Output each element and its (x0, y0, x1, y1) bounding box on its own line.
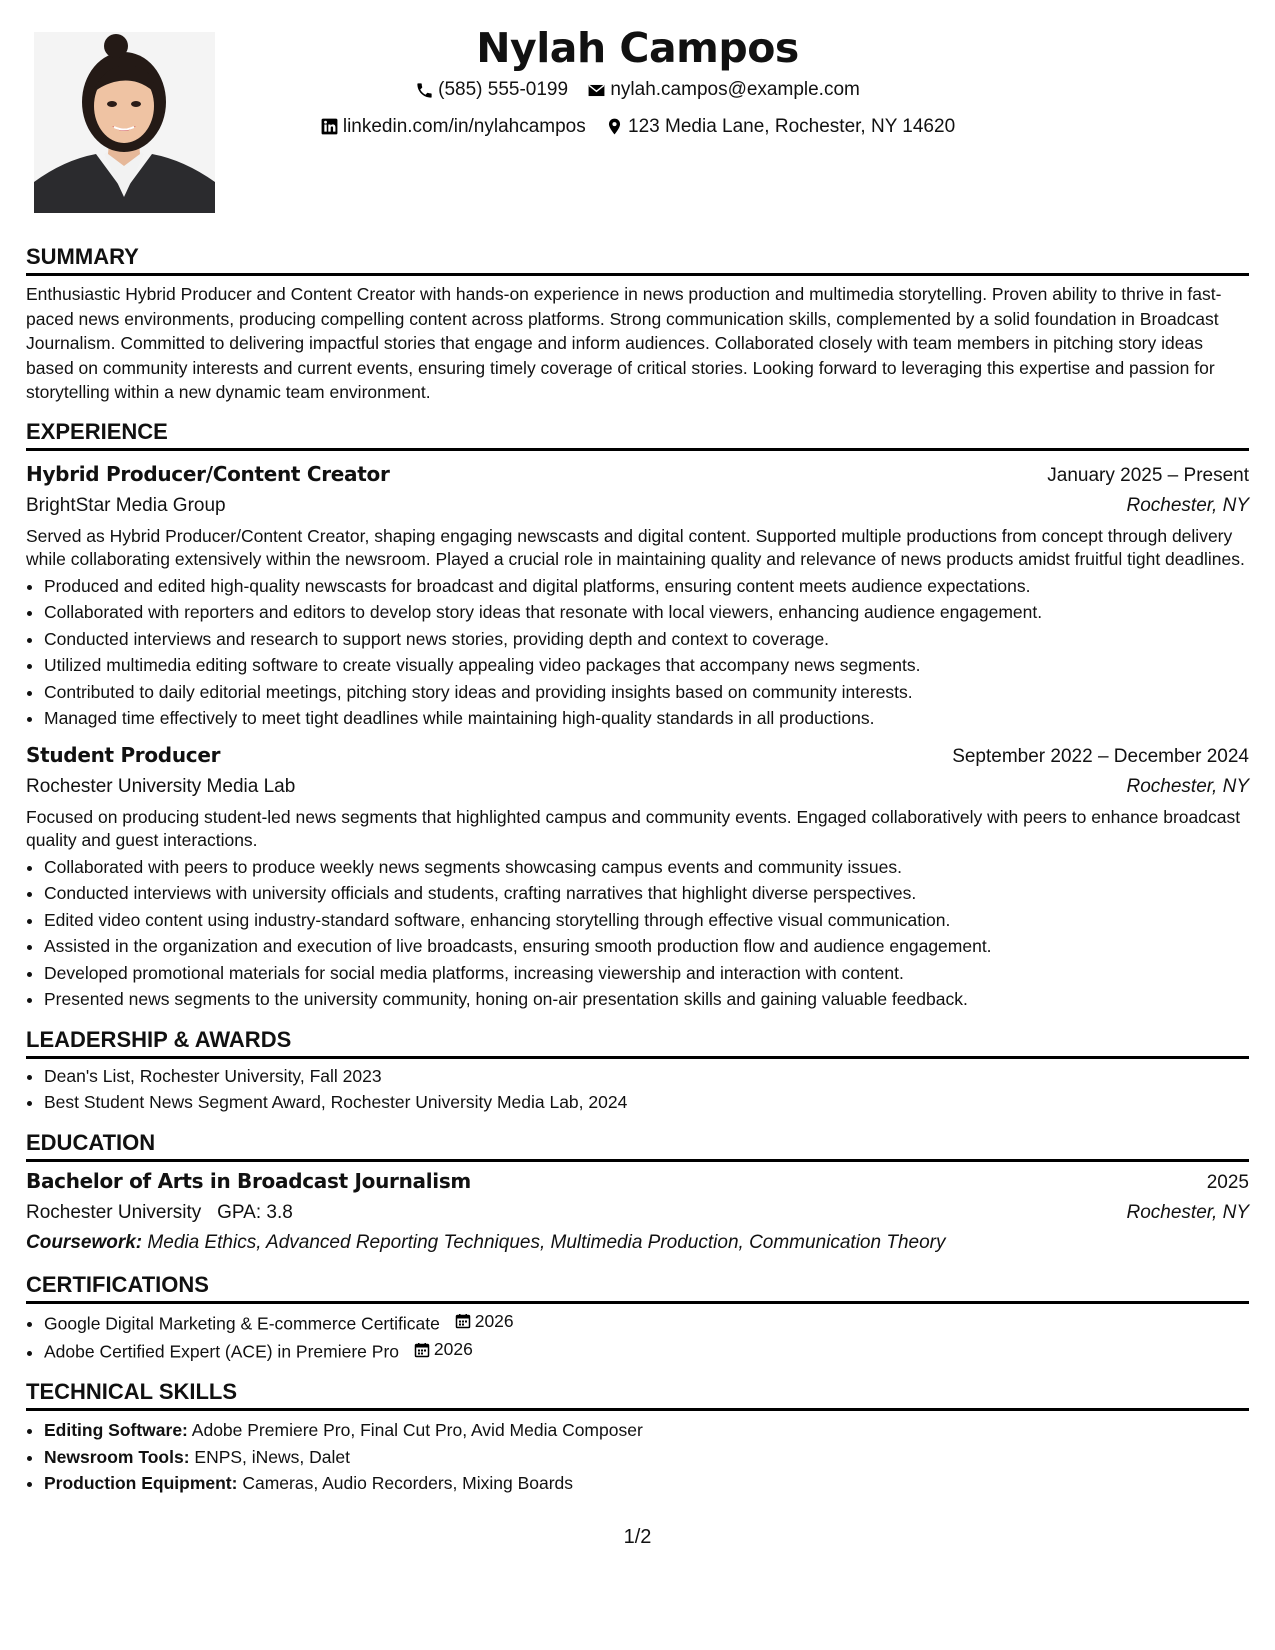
summary-section (26, 244, 1249, 405)
school: Rochester University (26, 1201, 202, 1223)
envelope-icon (587, 81, 606, 100)
coursework (26, 1228, 1249, 1258)
address: 123 Media Lane, Rochester, NY 14620 (628, 115, 956, 137)
certification-date (455, 1308, 514, 1335)
email-contact[interactable] (587, 74, 860, 106)
skill-label: Production Equipment: (44, 1473, 238, 1493)
map-pin-icon (605, 117, 624, 136)
job-dates: September 2022 – December 2024 (952, 745, 1249, 767)
list-item (44, 1308, 1249, 1337)
skill-value: Adobe Premiere Pro, Final Cut Pro, Avid Media Composer (191, 1420, 643, 1440)
job-description: Served as Hybrid Producer/Content Creator, shaping engaging newscasts and digital content. Supported multiple productions from concept through delivery while collaborating extensively within the newsroom. Played a crucial role in maintaining quality and relevance of news products amidst fruitful tight deadlines. (26, 525, 1245, 569)
address-contact (605, 111, 955, 143)
linkedin-icon (320, 117, 339, 136)
certification-name: Adobe Certified Expert (ACE) in Premiere Pro (44, 1341, 399, 1362)
phone-number: (585) 555-0199 (438, 79, 569, 100)
list-item: • Dean's List, Rochester University, Fall 2023 (44, 1063, 1249, 1090)
list-item: • Collaborated with peers to produce weekly news segments showcasing campus events and community issues. (44, 854, 1249, 881)
experience-heading: EXPERIENCE (26, 419, 1249, 451)
resume-page (26, 0, 1249, 1650)
calendar-icon (455, 1313, 471, 1329)
job-organization: Rochester University Media Lab (26, 775, 296, 797)
resume-header (26, 22, 1249, 147)
phone-contact[interactable] (415, 74, 568, 106)
skills-heading: TECHNICAL SKILLS (26, 1379, 1249, 1411)
job-bullets (26, 573, 1249, 732)
job-title: Student Producer (26, 742, 221, 767)
page-number: 1/2 (623, 1526, 652, 1548)
job-location: Rochester, NY (1126, 494, 1249, 516)
contact-line-1 (26, 74, 1249, 111)
list-item: • Presented news segments to the university community, honing on-air presentation skills and gaining valuable feedback. (44, 986, 1249, 1013)
skill-label: Newsroom Tools: (44, 1446, 190, 1467)
experience-section (26, 419, 1249, 1013)
job-dates: January 2025 – Present (1047, 464, 1249, 486)
linkedin-contact[interactable] (320, 111, 586, 143)
awards-heading: LEADERSHIP & AWARDS (26, 1027, 1249, 1059)
job-entry (26, 740, 1249, 1013)
skill-value: ENPS, iNews, Dalet (194, 1446, 351, 1467)
coursework-label: Coursework: (26, 1231, 143, 1253)
list-item: • Edited video content using industry-standard software, enhancing storytelling through effective visual communication. (44, 907, 1249, 934)
list-item (44, 1444, 1249, 1471)
list-item: • Managed time effectively to meet tight deadlines while maintaining high-quality standards in all productions. (44, 705, 1249, 732)
certification-year: 2026 (433, 1339, 473, 1360)
job-location: Rochester, NY (1126, 775, 1249, 797)
school-location: Rochester, NY (1126, 1201, 1249, 1223)
list-item: • Contributed to daily editorial meetings, pitching story ideas and providing insights based on community interests. (44, 679, 1249, 706)
list-item (44, 1336, 1249, 1365)
skill-value: Cameras, Audio Recorders, Mixing Boards (242, 1473, 574, 1493)
certifications-list (26, 1308, 1249, 1366)
education-heading: EDUCATION (26, 1130, 1249, 1162)
list-item: • Utilized multimedia editing software to create visually appealing video packages that accompany news segments. (44, 652, 1249, 679)
gpa: GPA: 3.8 (217, 1201, 293, 1223)
list-item: • Collaborated with reporters and editors to develop story ideas that resonate with local viewers, enhancing audience engagement. (44, 599, 1249, 626)
graduation-year: 2025 (1206, 1171, 1249, 1193)
job-organization: BrightStar Media Group (26, 494, 226, 516)
list-item: • Assisted in the organization and execution of live broadcasts, ensuring smooth production flow and audience engagement. (44, 933, 1249, 960)
email-address: nylah.campos@example.com (610, 79, 860, 100)
certification-year: 2026 (474, 1310, 514, 1331)
summary-heading: SUMMARY (26, 244, 1249, 276)
awards-section (26, 1027, 1249, 1116)
list-item: • Conducted interviews and research to support news stories, providing depth and context to coverage. (44, 626, 1249, 653)
certifications-section (26, 1272, 1249, 1366)
degree: Bachelor of Arts in Broadcast Journalism (26, 1168, 471, 1193)
phone-icon (415, 81, 434, 100)
education-entry (26, 1166, 1249, 1258)
candidate-name: Nylah Campos (476, 24, 799, 72)
skills-list (26, 1417, 1249, 1497)
certification-date (414, 1336, 473, 1363)
contact-line-2 (26, 111, 1249, 148)
list-item: • Best Student News Segment Award, Rochester University Media Lab, 2024 (44, 1089, 1249, 1116)
list-item: • Developed promotional materials for social media platforms, increasing viewership and interaction with content. (44, 960, 1249, 987)
coursework-list: Media Ethics, Advanced Reporting Techniques, Multimedia Production, Communication Theory (147, 1231, 946, 1253)
list-item (44, 1417, 1249, 1444)
skills-section (26, 1379, 1249, 1497)
skill-label: Editing Software: (44, 1420, 188, 1440)
list-item (44, 1470, 1249, 1497)
list-item: • Conducted interviews with university officials and students, crafting narratives that highlight diverse perspectives. (44, 880, 1249, 907)
job-bullets (26, 854, 1249, 1013)
calendar-icon (414, 1342, 430, 1358)
list-item: • Produced and edited high-quality newscasts for broadcast and digital platforms, ensuring content meets audience expectations. (44, 573, 1249, 600)
education-section (26, 1130, 1249, 1258)
linkedin-url: linkedin.com/in/nylahcampos (342, 115, 586, 137)
job-entry (26, 459, 1249, 732)
certifications-heading: CERTIFICATIONS (26, 1272, 1249, 1304)
certification-name: Google Digital Marketing & E-commerce Certificate (44, 1312, 440, 1333)
job-description: Focused on producing student-led news segments that highlighted campus and community events. Engaged collaboratively with peers to enhance broadcast quality and guest interactions. (26, 806, 1241, 850)
awards-list (26, 1063, 1249, 1116)
summary-text: Enthusiastic Hybrid Producer and Content Creator with hands-on experience in news production and multimedia storytelling. Proven ability to thrive in fast-paced news environments, producing compelling content across platforms. Strong communication skills, complemented by a solid foundation in Broadcast Journalism. Committed to delivering impactful stories that engage and inform audiences. Collaborated closely with team members in pitching story ideas based on community interests and current events, ensuring timely coverage of critical stories. Looking forward to leveraging this expertise and passion for storytelling within a new dynamic team environment. (26, 284, 1222, 402)
job-title: Hybrid Producer/Content Creator (26, 461, 390, 486)
resume-body (26, 244, 1249, 1511)
